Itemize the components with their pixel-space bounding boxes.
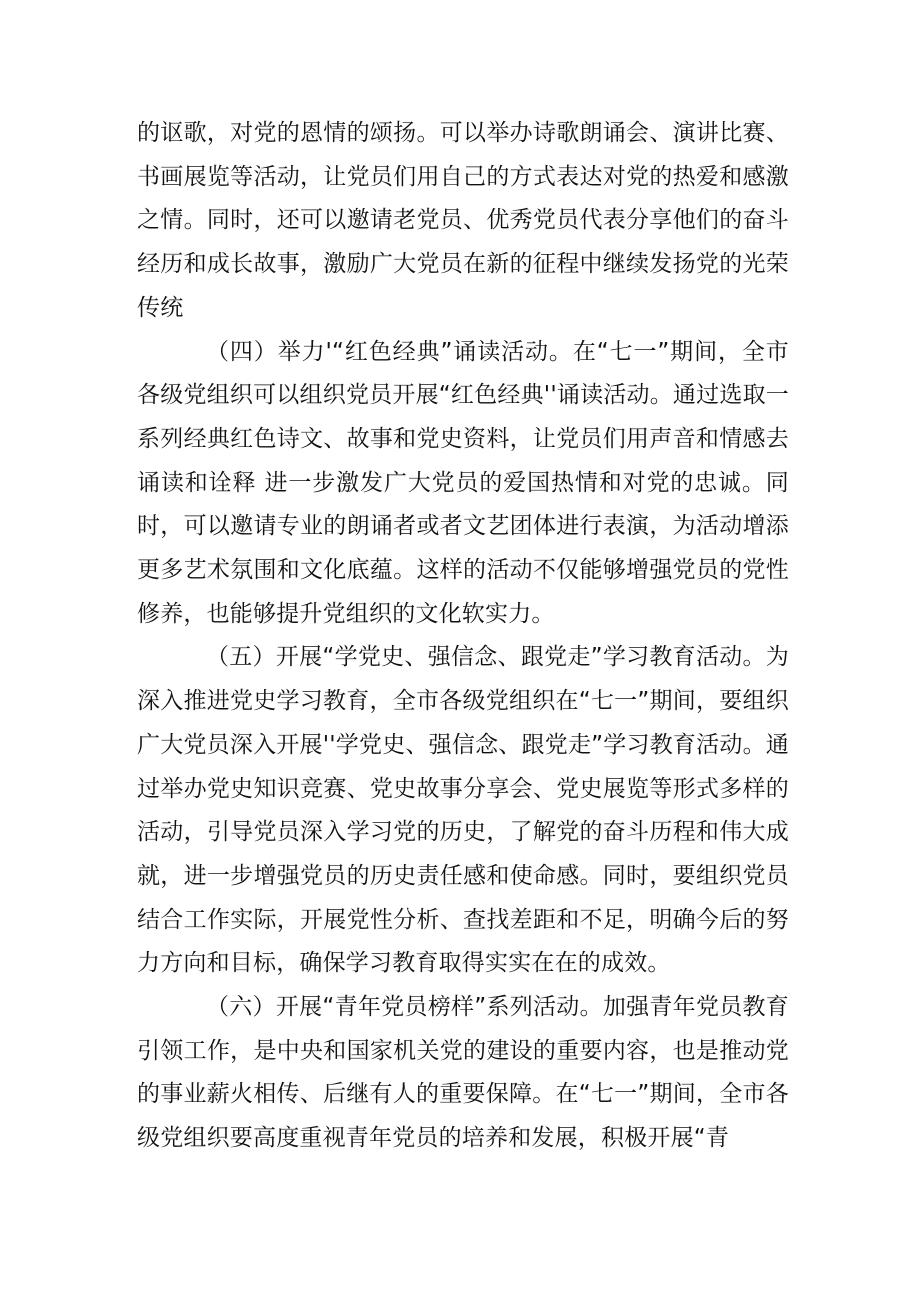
paragraph-section-6: （六）开展“青年党员榜样”系列活动。加强青年党员教育引领工作，是中央和国家机关党的建设的重要内容，也是推动党的事业薪火相传、后继有人的重要保障。在“七一”期间，全市各级党组织要高度重视青年党员的培养和发展，积极开展“青 [137,994,789,1152]
document-body [137,112,789,1161]
paragraph-section-4: （四）举力'“红色经典”诵读活动。在“七一”期间，全市各级党组织可以组织党员开展“红色经典''诵读活动。通过选取一系列经典红色诗文、故事和党史资料，让党员们用声音和情感去诵读和诠释 进一步激发广大党员的爱国热情和对党的忠诚。同时，可以邀请专业的朗诵者或者文艺团体进行表演，为活动增添更多艺术氛围和文化底蕴。这样的活动不仅能够增强党员的党性修养，也能够提升党组织的文化软实力。 [137,338,789,627]
paragraph-continuation: 的讴歌，对党的恩情的颂扬。可以举办诗歌朗诵会、演讲比赛、书画展览等活动，让党员们用自己的方式表达对党的热爱和感激之情。同时，还可以邀请老党员、优秀党员代表分享他们的奋斗经历和成长故事，激励广大党员在新的征程中继续发扬党的光荣传统 [137,120,789,321]
paragraph-section-5: （五）开展“学党史、强信念、跟党走”学习教育活动。为深入推进党史学习教育，全市各级党组织在“七一”期间，要组织广大党员深入开展''学党史、强信念、跟党走”学习教育活动。通过举办党史知识竞赛、党史故事分享会、党史展览等形式多样的活动，引导党员深入学习党的历史，了解党的奋斗历程和伟大成就，进一步增强党员的历史责任感和使命感。同时，要组织党员结合工作实际，开展党性分析、查找差距和不足，明确今后的努力方向和目标，确保学习教育取得实实在在的成效。 [137,644,789,977]
